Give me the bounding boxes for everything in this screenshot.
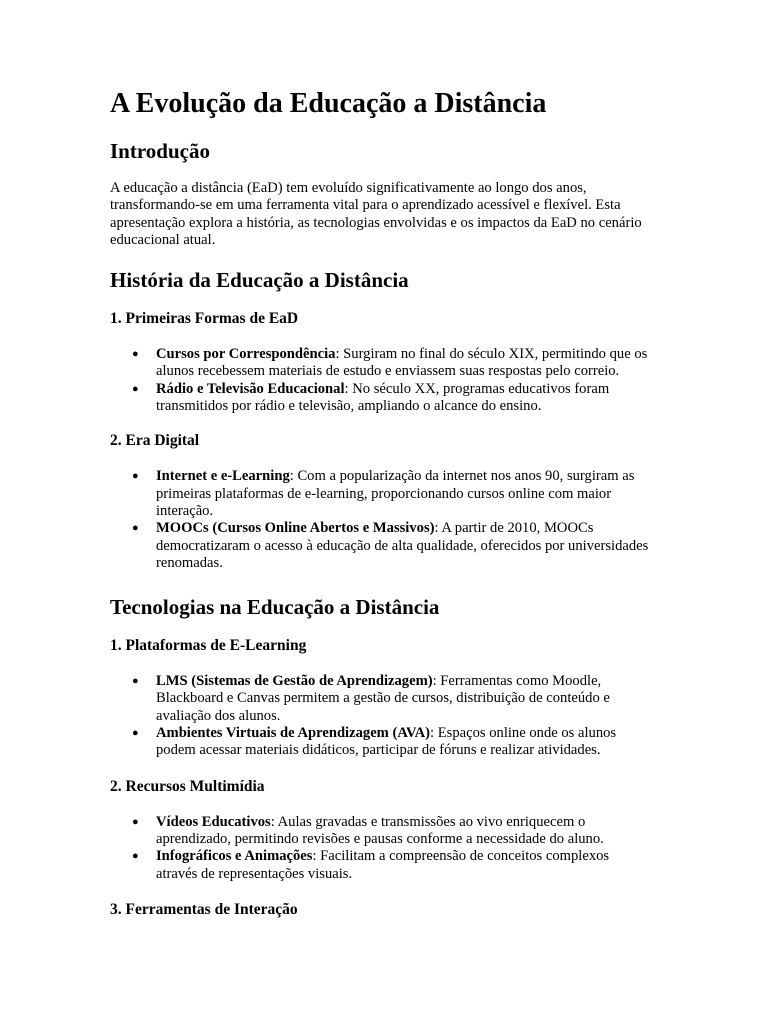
list-item (132, 520, 650, 572)
list-item (132, 848, 650, 883)
section-heading-technologies: Tecnologias na Educação a Distância (110, 595, 440, 620)
list-item-term: Vídeos Educativos (156, 813, 271, 830)
subsection-heading-digital-era: 2. Era Digital (110, 432, 200, 450)
bullet-icon: ● (132, 727, 139, 740)
digital-era-list (110, 468, 650, 572)
list-item-text: : Surgiram no final do século XIX, permitindo que os alunos recebessem materiais de estudo e enviassem suas respostas pelo correio. (156, 346, 648, 380)
bullet-icon: ● (132, 850, 139, 863)
subsection-heading-early-forms: 1. Primeiras Formas de EaD (110, 310, 299, 328)
subsection-heading-interaction: 3. Ferramentas de Interação (110, 900, 298, 918)
subsection-heading-platforms: 1. Plataformas de E-Learning (110, 637, 307, 655)
bullet-icon: ● (132, 348, 139, 361)
list-item-term: LMS (Sistemas de Gestão de Aprendizagem) (156, 673, 433, 690)
document-title: A Evolução da Educação a Distância (110, 88, 547, 119)
bullet-icon: ● (132, 470, 139, 483)
document-page (110, 84, 650, 920)
list-item-text: : No século XX, programas educativos foram transmitidos por rádio e televisão, ampliando o alcance do ensino. (156, 380, 610, 415)
bullet-icon: ● (132, 815, 139, 828)
bullet-icon: ● (132, 675, 139, 688)
introduction-paragraph: A educação a distância (EaD) tem evoluído significativamente ao longo dos anos, transformando-se em uma ferramenta vital para o aprendizado acessível e flexível. Esta apresentação explora a história, as tecnologias envolvidas e os impactos da EaD no cenário educacional atual. (110, 180, 642, 248)
bullet-icon: ● (132, 522, 139, 535)
list-item (132, 673, 650, 725)
list-item-text: : Aulas gravadas e transmissões ao vivo enriquecem o aprendizado, permitindo revisões e pausas conforme a necessidade do aluno. (156, 813, 604, 847)
list-item-term: Cursos por Correspondência (156, 346, 336, 363)
list-item-text: : Espaços online onde os alunos podem acessar materiais didáticos, participar de fóruns e realizar atividades. (156, 725, 617, 759)
list-item-text: : Ferramentas como Moodle, Blackboard e Canvas permitem a gestão de cursos, distribuição de conteúdo e avaliação dos alunos. (156, 673, 610, 724)
list-item (132, 346, 650, 381)
list-item-term: Internet e e-Learning (156, 468, 290, 485)
list-item-term: Ambientes Virtuais de Aprendizagem (AVA) (156, 725, 431, 742)
section-heading-introduction: Introdução (110, 139, 210, 163)
bullet-icon: ● (132, 382, 139, 395)
multimedia-list (110, 814, 650, 883)
platforms-list (110, 673, 650, 759)
subsection-heading-multimedia: 2. Recursos Multimídia (110, 777, 265, 795)
list-item-term: Rádio e Televisão Educacional (156, 380, 345, 397)
early-forms-list (110, 346, 650, 415)
list-item (132, 725, 650, 760)
list-item-text: : A partir de 2010, MOOCs democratizaram o acesso à educação de alta qualidade, oferecidos por universidades renomadas. (156, 520, 649, 571)
list-item-text: : Com a popularização da internet nos anos 90, surgiram as primeiras plataformas de e-learning, proporcionando cursos online com maior interação. (156, 468, 635, 519)
list-item (132, 813, 650, 849)
list-item-text: : Facilitam a compreensão de conceitos complexos através de representações visuais. (156, 848, 610, 882)
list-item (132, 468, 650, 520)
list-item-term: Infográficos e Animações (156, 848, 313, 865)
list-item-term: MOOCs (Cursos Online Abertos e Massivos) (156, 520, 435, 537)
section-heading-history: História da Educação a Distância (110, 268, 409, 293)
list-item (132, 380, 650, 416)
